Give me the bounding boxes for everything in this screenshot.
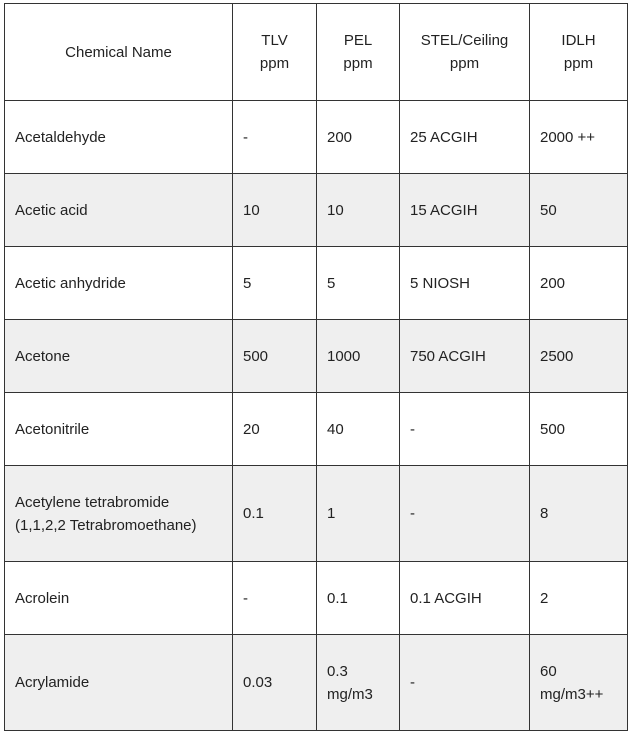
cell-pel: 200 (317, 101, 400, 174)
cell-stel: 750 ACGIH (400, 320, 530, 393)
header-label: IDLH (561, 32, 596, 49)
cell-stel: - (400, 466, 530, 562)
cell-tlv: - (233, 562, 317, 635)
table-row (5, 562, 628, 635)
header-stel-ceiling (400, 4, 530, 101)
cell-tlv: 10 (233, 174, 317, 247)
header-pel (317, 4, 400, 101)
cell-stel: 25 ACGIH (400, 101, 530, 174)
cell-stel: 5 NIOSH (400, 247, 530, 320)
header-label: Chemical Name (65, 43, 172, 61)
cell-pel: 40 (317, 393, 400, 466)
cell-idlh: 2000 ++ (530, 101, 628, 174)
cell-idlh: 8 (530, 466, 628, 562)
cell-chemical-name: Acetaldehyde (5, 101, 233, 174)
cell-chemical-name: Acetonitrile (5, 393, 233, 466)
table-row (5, 101, 628, 174)
header-unit: ppm (563, 55, 594, 72)
table-row (5, 466, 628, 562)
header-chemical-name (5, 4, 233, 101)
cell-chemical-name: Acrylamide (5, 635, 233, 731)
cell-tlv: - (233, 101, 317, 174)
cell-tlv: 5 (233, 247, 317, 320)
cell-tlv: 0.1 (233, 466, 317, 562)
header-tlv (233, 4, 317, 101)
cell-idlh: 50 (530, 174, 628, 247)
cell-idlh: 2 (530, 562, 628, 635)
cell-idlh: 200 (530, 247, 628, 320)
cell-stel: 15 ACGIH (400, 174, 530, 247)
cell-idlh: 500 (530, 393, 628, 466)
header-label: PEL (343, 32, 373, 49)
cell-tlv: 0.03 (233, 635, 317, 731)
cell-stel: - (400, 393, 530, 466)
cell-stel: 0.1 ACGIH (400, 562, 530, 635)
cell-stel: - (400, 635, 530, 731)
cell-chemical-name: Acrolein (5, 562, 233, 635)
header-unit: ppm (259, 55, 290, 72)
header-idlh (530, 4, 628, 101)
table-row (5, 320, 628, 393)
header-unit: ppm (449, 55, 480, 72)
cell-pel: 0.1 (317, 562, 400, 635)
table-row (5, 393, 628, 466)
cell-chemical-name: Acetone (5, 320, 233, 393)
header-label: TLV (261, 32, 288, 49)
cell-pel: 1000 (317, 320, 400, 393)
cell-idlh: 2500 (530, 320, 628, 393)
table-row (5, 174, 628, 247)
chemical-exposure-table (4, 3, 628, 731)
cell-pel: 10 (317, 174, 400, 247)
cell-chemical-name: Acetic anhydride (5, 247, 233, 320)
cell-pel: 1 (317, 466, 400, 562)
cell-tlv: 20 (233, 393, 317, 466)
cell-tlv: 500 (233, 320, 317, 393)
cell-pel: 5 (317, 247, 400, 320)
table-row (5, 247, 628, 320)
table-header-row (5, 4, 628, 101)
cell-chemical-name: Acetylene tetrabromide (1,1,2,2 Tetrabromoethane) (5, 466, 233, 562)
header-label: STEL/Ceiling (420, 32, 509, 49)
header-unit: ppm (343, 55, 373, 72)
cell-chemical-name: Acetic acid (5, 174, 233, 247)
cell-pel: 0.3 mg/m3 (317, 635, 400, 731)
table-row (5, 635, 628, 731)
cell-idlh: 60 mg/m3++ (530, 635, 628, 731)
